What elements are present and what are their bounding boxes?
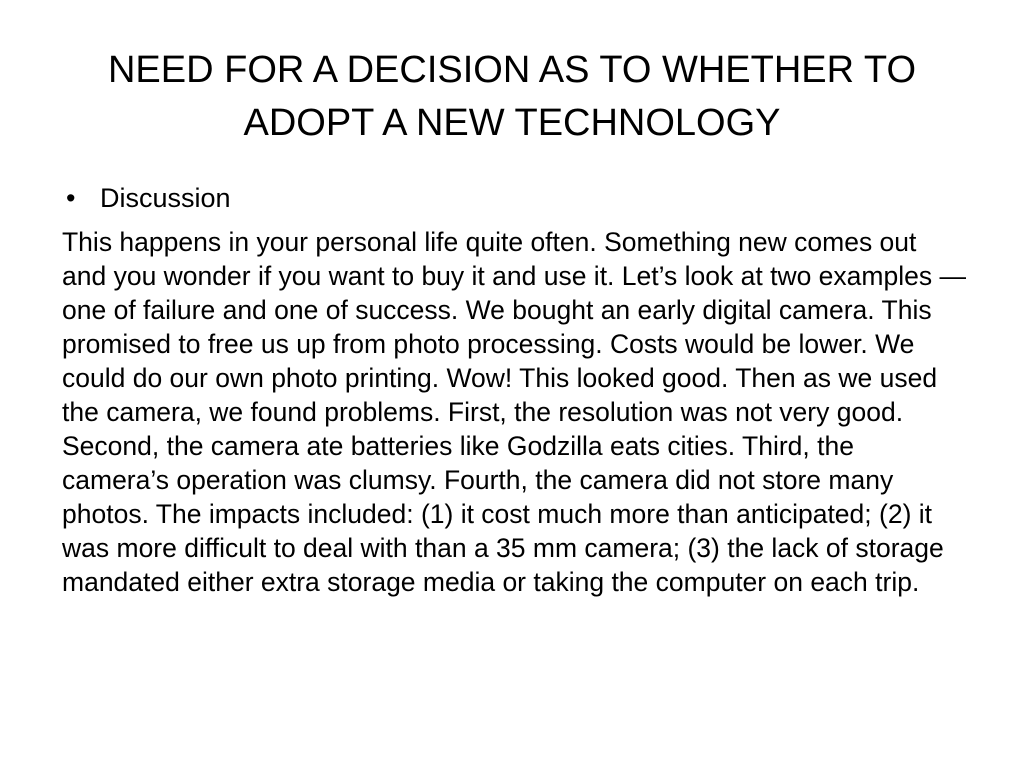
slide-title: NEED FOR A DECISION AS TO WHETHER TO ADOPT A NEW TECHNOLOGY (107, 49, 917, 144)
body-paragraph: This happens in your personal life quite often. Something new comes out and you wonder if you want to buy it and use it. Let’s look at two examples — one of failure and one of success. We bought an early digital camera. This promised to free us up from photo processing. Costs would be lower. We could do our own photo printing. Wow! This looked good. Then as we used the camera, we found problems. First, the resolution was not very good. Second, the camera ate batteries like Godzilla eats cities. Third, the camera’s operation was clumsy. Fourth, the camera did not store many photos. The impacts included: (1) it cost much more than anticipated; (2) it was more difficult to deal with than a 35 mm camera; (3) the lack of storage mandated either extra storage media or taking the computer on each trip. (62, 227, 966, 597)
bullet-item-discussion (66, 180, 966, 216)
bullet-icon: • (66, 183, 76, 213)
bullet-label: Discussion (100, 183, 231, 213)
